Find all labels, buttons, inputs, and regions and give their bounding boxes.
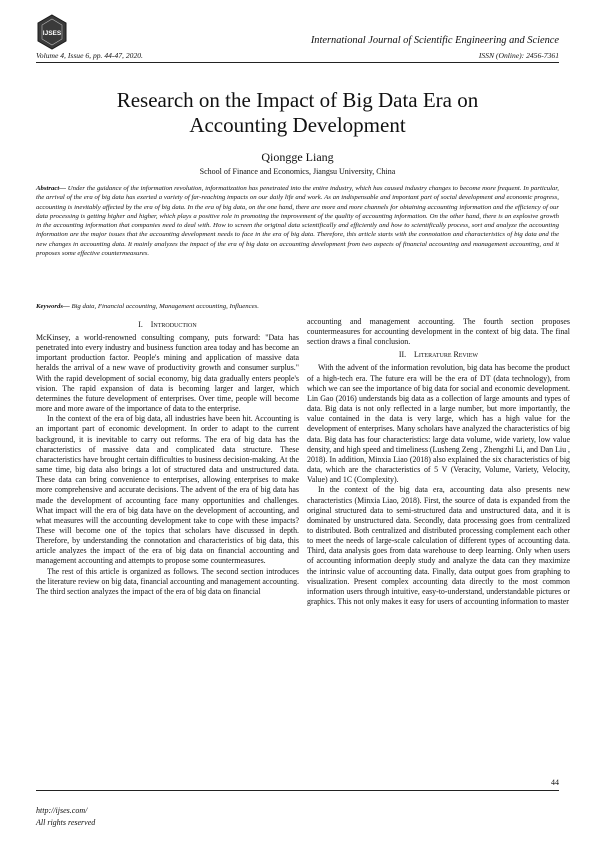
body-paragraph: With the advent of the information revolution, big data has become the product of a high-tech era. The future era will be the era of DT (data technology), from which we can see the importance of big data for social and economic development. Lin Gao (2016) understands big data as a collection of large amounts and types of data. Big data is not only reflected in a large number, but more importantly, the value contained in the data is very large, which has a high value for the development of enterprises. Many scholars have analyzed the characteristics of big data. Big data has four characteristics: large data volume, wide variety, low value density, and high speed and timeliness (Lusheng Zeng , Zhengzhi Li, and Dan Liu , 2018). In addition, Minxia Liao (2018) also explained the six characteristics of big data, which are the characteristics of 5 V (Veracity, Volume, Variety, Velocity, Value) and 1C (Complexity).	[307, 363, 570, 485]
header-divider	[36, 62, 559, 63]
left-column	[36, 317, 299, 597]
paper-title-line-2: Accounting Development	[189, 112, 406, 137]
paper-title-line-1: Research on the Impact of Big Data Era on	[116, 88, 479, 112]
section-title: Introduction	[150, 320, 197, 329]
volume-info: Volume 4, Issue 6, pp. 44-47, 2020.	[36, 51, 143, 60]
abstract	[36, 184, 559, 258]
abstract-label: Abstract—	[36, 185, 67, 192]
section-heading-literature-review	[307, 350, 570, 360]
page-number: 44	[551, 778, 559, 787]
footer-url-link[interactable]: http://ijses.com/	[36, 806, 88, 815]
section-number: I.	[138, 320, 143, 329]
paper-title	[40, 88, 555, 137]
journal-logo	[36, 14, 68, 50]
author-name: Qiongge Liang	[261, 150, 334, 164]
body-paragraph: accounting and management accounting. The fourth section proposes countermeasures for accounting development in the context of big data. The final section draws a final conclusion.	[307, 317, 570, 347]
right-column	[307, 317, 570, 607]
keywords-text: Big data, Financial accounting, Management accounting, Influences.	[69, 303, 259, 310]
body-paragraph: The rest of this article is organized as follows. The second section introduces the literature review on big data, financial accounting and management accounting. The third section analyzes the impact of the era of big data on financial	[36, 566, 299, 596]
footer-divider	[36, 790, 559, 791]
footer-rights: All rights reserved	[36, 818, 96, 827]
section-heading-introduction	[36, 320, 299, 330]
body-paragraph: In the context of the era of big data, all industries have been hit. Accounting is an important part of economic development. In order to adapt to the current background, it is inevitable to carry out reforms. The era of big data has the characteristics of massive data and complicated data structure. These characteristics have brought certain difficulties to business decision-making. At the same time, big data also brings a lot of structured data and unstructured data. These data can bring convenience to enterprises, allowing enterprises to make more comprehensive and accurate decisions. The advent of the era of big data has made the development of accounting face many opportunities and challenges. What impact will the era of big data have on the development of accounting, and what measures will the accounting development take to cope with these impacts? These will become one of the topics that scholars have discussed in depth. Therefore, by understanding the connotation and characteristics of big data, this article analyzes the impact of the era of big data on financial accounting and management accounting and attempts to propose some countermeasures.	[36, 414, 299, 566]
svg-text:IJSES: IJSES	[42, 30, 62, 37]
abstract-text: Under the guidance of the information revolution, informatization has penetrated into the entire industry, which has caused industry changes to become more frequent. In particular, the arrival of the era of big data has exerted a variety of far-reaching impacts on our daily life and work. As an indispensable and important part of social development and economic progress, accounting is inevitably affected by the era of big data. In the era of big data, on the one hand, there are more and more channels for obtaining accounting information and the efficiency of our data processing is getting higher and higher, which plays a positive role in promoting the improvement of the quality of accounting information. On the other hand, there is an explosive growth in the accounting information that companies need to deal with. How to screen the original data scientifically and efficiently and how to scientifically process, sort and analyze the accounting information are the major issues that the accounting development needs to face in the era of big data. Therefore, this article starts with the connotation and characteristics of big data and the new changes in accounting data. It mainly analyzes the impact of the era of big data on accounting development from two aspects of financial accounting and management accounting, and it proposes some effective countermeasures.	[36, 185, 559, 258]
journal-title: International Journal of Scientific Engineering and Science	[310, 35, 559, 46]
issn-info: ISSN (Online): 2456-7361	[478, 51, 559, 60]
body-paragraph: In the context of the big data era, accounting data also presents new characteristics (Minxia Liao, 2018). First, the source of data is expanded from the original structured data to semi-structured data and unstructured data, and it is dominated by unstructured data. Secondly, data processing goes from centralized to distributed. Both centralized and distributed processing complement each other to meet the needs of large-scale calculation of different types of accounting data. Third, data analysis goes from data warehouse to deep learning. Only when users of accounting information deeply study and analyze the data can they maximize the intrinsic value of accounting data. Finally, data output goes from graphing to visualization. Present complex accounting data directly to the most common information users through intuitive, easy-to-understand, understandable pictures or graphics. This not only makes it easy for users of accounting information to master	[307, 485, 570, 607]
keywords	[36, 302, 559, 311]
keywords-label: Keywords—	[36, 303, 70, 310]
section-number: II.	[398, 350, 407, 360]
author-affiliation: School of Finance and Economics, Jiangsu University, China	[199, 167, 396, 176]
body-paragraph: McKinsey, a world-renowned consulting company, puts forward: "Data has penetrated into every industry and business function area today and has become an important production factor. People's mining and application of massive data heralds the arrival of a new wave of productivity growth and consumer surplus." With the rapid development of social economy, big data gradually enters people's vision. The rapid expansion of data is becoming larger and larger, which determines the future development of enterprises. Over time, people will become more and more aware of the importance of data to the enterprise.	[36, 333, 299, 414]
section-title: Literature Review	[414, 350, 479, 360]
